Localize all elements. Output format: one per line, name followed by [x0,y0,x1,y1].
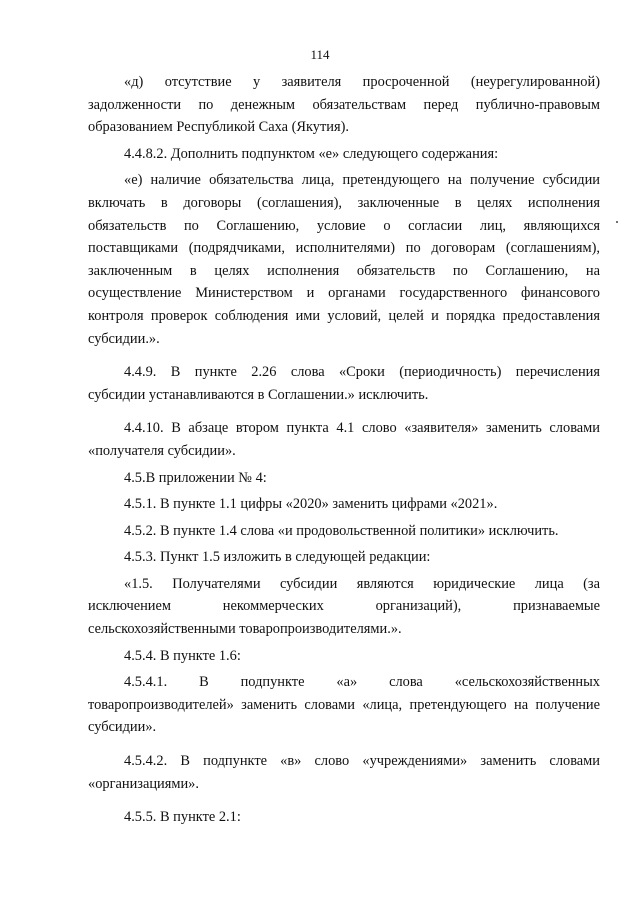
paragraph-line: 4.5.В приложении № 4: [124,469,267,486]
paragraph [88,750,600,795]
paragraph-line: «1.5. Получателями субсидии являются юридические лица (за [124,575,600,592]
paragraph-line: 4.5.4. В пункте 1.6: [124,647,241,664]
paragraph [88,546,600,569]
paragraph-line: 4.5.4.2. В подпункте «в» слово «учреждениями» заменить словами [124,753,600,770]
paragraph-line: заключенным в целях исполнения обязательств по Соглашению, на [88,262,600,279]
document-body [88,71,600,829]
paragraph-line: 4.4.8.2. Дополнить подпунктом «е» следующего содержания: [124,145,499,162]
paragraph [88,417,600,462]
paragraph-line: поставщиками (подрядчиками, исполнителями) по договорам (соглашениям), [88,240,600,257]
paragraph [88,169,600,350]
paragraph-line: 4.5.5. В пункте 2.1: [124,809,241,826]
paragraph-line: 4.5.2. В пункте 1.4 слова «и продовольственной политики» исключить. [124,522,559,539]
paragraph-line: «е) наличие обязательства лица, претендующего на получение субсидии [124,172,600,189]
paragraph-line: субсидии.». [88,330,160,347]
paragraph-line: сельскохозяйственными товаропроизводителями.». [88,621,402,638]
paragraph [88,520,600,543]
paragraph-line: «организациями». [88,775,199,792]
paragraph [88,143,600,166]
paragraph [88,467,600,490]
paragraph-line: «д) отсутствие у заявителя просроченной (неурегулированной) [124,74,600,90]
scan-speck [616,221,618,223]
paragraph-line: товаропроизводителей» заменить словами «лица, претендующего на получение [88,696,600,713]
paragraph-line: исключением некоммерческих организаций), признаваемые [88,598,600,615]
paragraph-line: субсидии». [88,719,157,736]
paragraph [88,361,600,406]
paragraph-line: включать в договоры (соглашения), заключенные в целях исполнения [88,194,600,211]
paragraph-line: контроля проверок соблюдения ими условий, целей и порядка предоставления [88,307,600,324]
paragraph-line: обязательств по Соглашению, условие о согласии лиц, являющихся [88,217,600,234]
paragraph [88,806,600,829]
paragraph-line: 4.4.10. В абзаце втором пункта 4.1 слово «заявителя» заменить словами [124,420,600,437]
paragraph-line: 4.5.1. В пункте 1.1 цифры «2020» заменить цифрами «2021». [124,496,498,513]
paragraph-line: 4.5.3. Пункт 1.5 изложить в следующей редакции: [124,549,431,566]
paragraph-line: «получателя субсидии». [88,442,236,459]
paragraph-line: задолженности по денежным обязательствам перед публично-правовым [88,96,600,113]
paragraph [88,493,600,516]
paragraph [88,573,600,641]
paragraph [88,71,600,139]
paragraph [88,645,600,668]
paragraph-line: осуществление Министерством и органами государственного финансового [88,285,600,302]
page-number: 114 [310,47,330,62]
paragraph-line: образованием Республикой Саха (Якутия). [88,119,349,136]
paragraph [88,671,600,739]
paragraph-line: 4.5.4.1. В подпункте «а» слова «сельскохозяйственных [124,674,600,691]
paragraph-line: 4.4.9. В пункте 2.26 слова «Сроки (периодичность) перечисления [124,364,600,381]
paragraph-line: субсидии устанавливаются в Соглашении.» исключить. [88,386,429,403]
